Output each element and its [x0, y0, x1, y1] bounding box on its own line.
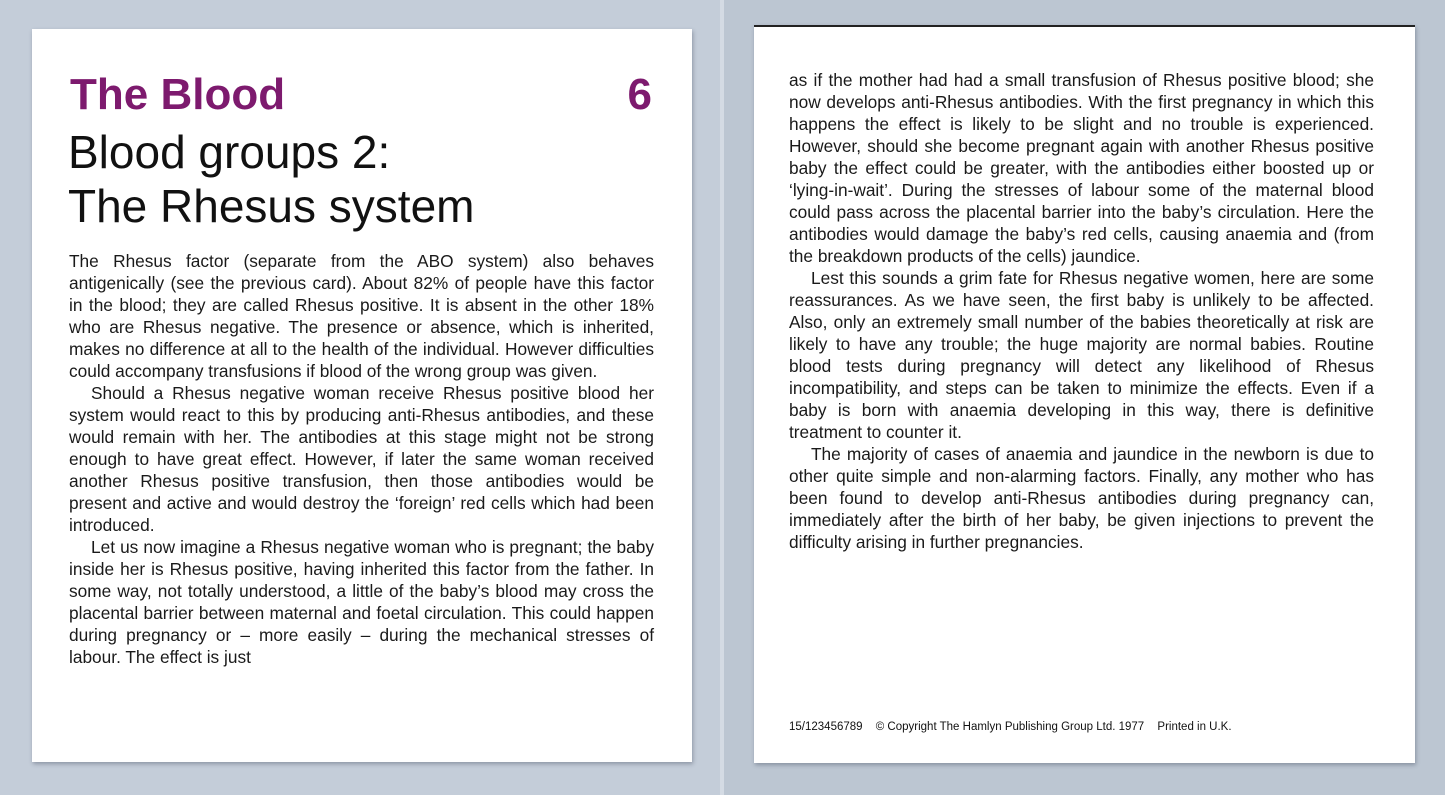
back-paragraph-2: Lest this sounds a grim fate for Rhesus negative women, here are some reassurances. As we have seen, the first baby is unlikely to be affected. Also, only an extremely small number of the babies theoretically at risk are likely to have any trouble; the huge majority are normal babies. Routine blood tests during pregnancy will detect any likelihood of Rhesus incompatibility, and steps can be taken to minimize the effects. Even if a baby is born with anaemia developing in this way, there is definitive treatment to counter it.: [789, 268, 1374, 442]
card-footer: [789, 721, 1242, 733]
scan-divider: [720, 0, 724, 795]
series-title: The Blood: [70, 70, 286, 119]
card-back: [754, 25, 1415, 763]
footer-copyright: © Copyright The Hamlyn Publishing Group Ltd. 1977: [875, 721, 1145, 733]
card-number: 6: [627, 70, 652, 119]
card-heading-line-2: The Rhesus system: [68, 180, 475, 232]
front-paragraph-2: Should a Rhesus negative woman receive Rhesus positive blood her system would react to this by producing anti-Rhesus antibodies, and these would remain with her. The antibodies at this stage might not be strong enough to have great effect. However, if later the same woman received another Rhesus positive transfusion, then those antibodies would be present and active and would destroy the ‘foreign’ red cells which had been introduced.: [69, 383, 654, 535]
card-heading: [68, 125, 668, 233]
front-body-text: [69, 250, 654, 668]
card-heading-line-1: Blood groups 2:: [68, 126, 391, 178]
front-paragraph-1: The Rhesus factor (separate from the ABO system) also behaves antigenically (see the previous card). About 82% of people have this factor in the blood; they are called Rhesus positive. It is absent in the other 18% who are Rhesus negative. The presence or absence, which is inherited, makes no difference at all to the health of the individual. However difficulties could accompany transfusions if blood of the wrong group was given.: [69, 251, 654, 381]
footer-code: 15/123456789: [789, 721, 863, 733]
back-paragraph-3: The majority of cases of anaemia and jaundice in the newborn is due to other quite simple and non-alarming factors. Finally, any mother who has been found to develop anti-Rhesus antibodies during pregnancy can, immediately after the birth of her baby, be given injections to prevent the difficulty arising in further pregnancies.: [789, 444, 1374, 552]
back-paragraph-1: as if the mother had had a small transfusion of Rhesus positive blood; she now develops anti-Rhesus antibodies. With the first pregnancy in which this happens the effect is likely to be slight and no trouble is experienced. However, should she become pregnant again with another Rhesus positive baby the effect could be greater, with the antibodies either boosted up or ‘lying-in-wait’. During the stresses of labour some of the maternal blood could pass across the placental barrier into the baby’s circulation. Here the antibodies would damage the baby’s red cells, causing anaemia and (from the breakdown products of the cells) jaundice.: [789, 70, 1374, 266]
front-paragraph-3: Let us now imagine a Rhesus negative woman who is pregnant; the baby inside her is Rhesus positive, having inherited this factor from the father. In some way, not totally understood, a little of the baby’s blood may cross the placental barrier between maternal and foetal circulation. This could happen during pregnancy or – more easily – during the mechanical stresses of labour. The effect is just: [69, 537, 654, 667]
footer-printed: Printed in U.K.: [1157, 721, 1232, 733]
card-front: [32, 29, 692, 762]
back-body-text: [789, 69, 1374, 553]
